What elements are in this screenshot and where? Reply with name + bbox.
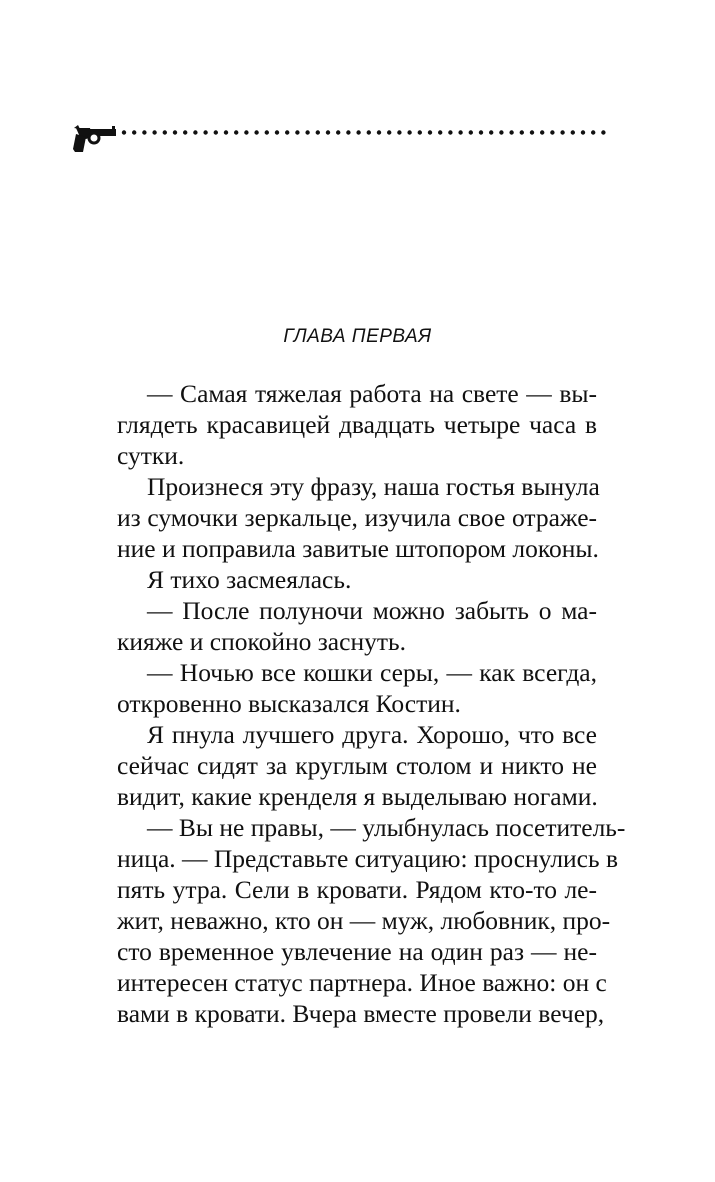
chapter-ornament — [72, 122, 612, 162]
revolver-icon — [73, 125, 116, 152]
text-line: Я тихо засмеялась. — [147, 565, 352, 594]
text-line: — Ночью все кошки серы, — как всегда, — [147, 658, 597, 687]
text-line: Я пнула лучшего друга. Хорошо, что все — [147, 720, 597, 749]
text-line: откровенно высказался Костин. — [117, 689, 461, 718]
text-line: ние и поправила завитые штопором локоны. — [117, 534, 599, 563]
chapter-text — [87, 378, 626, 1029]
text-line: из сумочки зеркальце, изучила свое отраже- — [117, 503, 597, 532]
paragraph — [87, 657, 597, 719]
text-line: жит, неважно, кто он — муж, любовник, про- — [117, 906, 611, 935]
text-line: видит, какие кренделя я выделываю ногами. — [117, 782, 598, 811]
text-line: глядеть красавицей двадцать четыре часа в — [117, 410, 597, 439]
text-line: ница. — Представьте ситуацию: проснулись в — [117, 844, 619, 873]
paragraph — [87, 812, 626, 1029]
text-line: сутки. — [117, 441, 185, 470]
text-line: — Самая тяжелая работа на свете — вы- — [147, 379, 597, 408]
paragraph — [87, 564, 597, 595]
paragraph — [87, 378, 597, 471]
chapter-title: ГЛАВА ПЕРВАЯ — [283, 326, 432, 347]
text-line: — После полуночи можно забыть о ма- — [147, 596, 597, 625]
text-line: интересен статус партнера. Иное важно: он с — [117, 968, 607, 997]
text-line: пять утра. Сели в кровати. Рядом кто-то ле- — [117, 875, 597, 904]
paragraph — [87, 595, 597, 657]
paragraph — [87, 719, 597, 812]
paragraph — [87, 471, 600, 564]
dotted-rule — [122, 130, 606, 134]
text-line: кияже и спокойно заснуть. — [117, 627, 406, 656]
text-line: Произнеся эту фразу, наша гостья вынула — [147, 472, 600, 501]
text-line: вами в кровати. Вчера вместе провели вечер, — [117, 999, 605, 1028]
text-line: — Вы не правы, — улыбнулась посетитель- — [147, 813, 626, 842]
text-line: сейчас сидят за круглым столом и никто не — [117, 751, 597, 780]
text-line: сто временное увлечение на один раз — не- — [117, 937, 597, 966]
